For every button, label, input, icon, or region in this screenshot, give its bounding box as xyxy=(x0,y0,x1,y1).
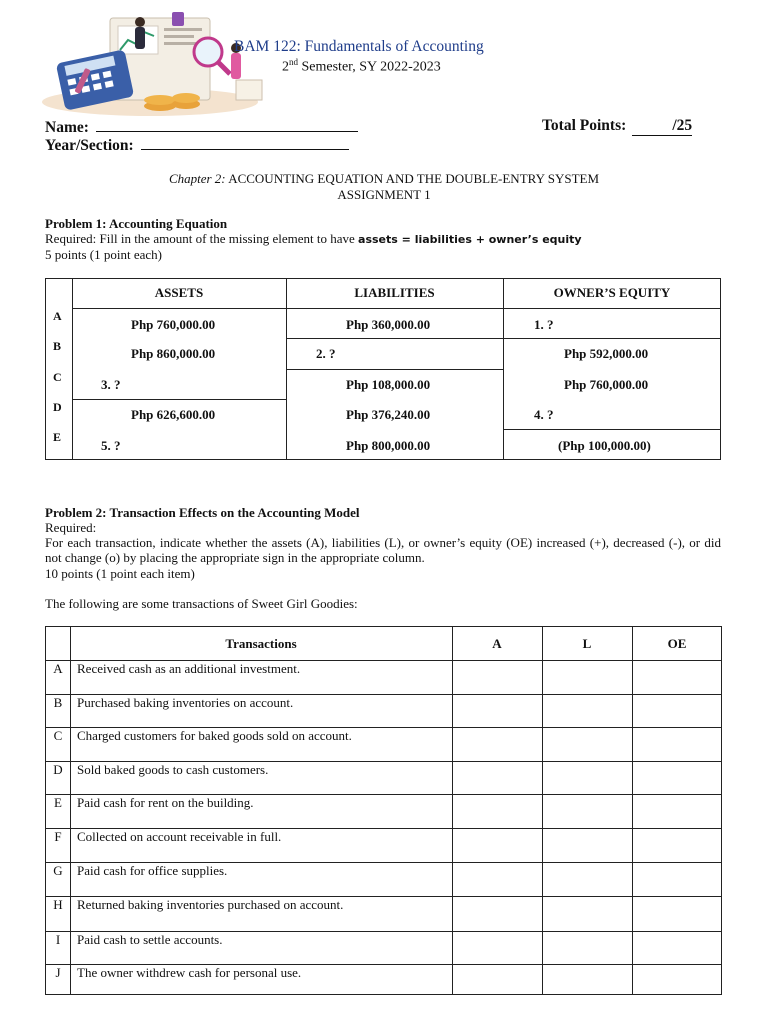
transaction-letter: B xyxy=(53,695,63,710)
course-title: BAM 122: Fundamentals of Accounting xyxy=(234,38,484,55)
transaction-text: Purchased baking inventories on account. xyxy=(77,695,294,710)
liabilities-header: LIABILITIES xyxy=(354,285,435,300)
problem1-points: 5 points (1 point each) xyxy=(45,247,162,262)
liabilities-effect-cell[interactable] xyxy=(543,661,631,694)
problem1-title: Problem 1: Accounting Equation xyxy=(45,216,228,231)
liabilities-effect-cell[interactable] xyxy=(543,728,631,761)
assets-effect-cell[interactable] xyxy=(453,762,541,794)
name-field xyxy=(45,117,358,137)
liabilities-effect-cell[interactable] xyxy=(543,897,631,931)
assets-effect-cell[interactable] xyxy=(453,897,541,931)
row-letter: E xyxy=(53,430,62,444)
total-points-blank[interactable]: /25 xyxy=(632,117,692,136)
liabilities-effect-cell[interactable] xyxy=(543,863,631,896)
assets-col-header: A xyxy=(492,636,502,651)
assets-value: Php 860,000.00 xyxy=(131,346,216,361)
row-letter: B xyxy=(53,339,62,353)
assets-effect-cell[interactable] xyxy=(453,863,541,896)
transaction-letter: C xyxy=(53,728,63,743)
transactions-table xyxy=(45,626,722,995)
equity-value: Php 592,000.00 xyxy=(564,346,649,361)
name-blank[interactable] xyxy=(96,117,358,132)
equity-effect-cell[interactable] xyxy=(633,695,721,727)
assets-effect-cell[interactable] xyxy=(453,795,541,828)
problem1-required: Required: Fill in the amount of the missing element to have assets = liabilities + owner’s equity xyxy=(45,231,582,246)
transaction-letter: I xyxy=(55,932,61,947)
transaction-letter: J xyxy=(55,965,61,980)
chapter-heading: Chapter 2: ACCOUNTING EQUATION AND THE DOUBLE-ENTRY SYSTEM ASSIGNMENT 1 xyxy=(168,171,600,202)
equity-effect-cell[interactable] xyxy=(633,661,721,694)
assets-effect-cell[interactable] xyxy=(453,932,541,964)
transaction-letter: D xyxy=(53,762,63,777)
assets-answer-blank[interactable]: 3. ? xyxy=(101,377,121,392)
equity-header: OWNER’S EQUITY xyxy=(553,285,671,300)
transaction-letter: A xyxy=(53,661,63,676)
assets-effect-cell[interactable] xyxy=(453,965,541,994)
equity-value: (Php 100,000.00) xyxy=(558,438,651,453)
assets-effect-cell[interactable] xyxy=(453,728,541,761)
liabilities-effect-cell[interactable] xyxy=(543,695,631,727)
liabilities-effect-cell[interactable] xyxy=(543,795,631,828)
liabilities-value: Php 376,240.00 xyxy=(346,407,431,422)
equity-effect-cell[interactable] xyxy=(633,795,721,828)
transaction-letter: F xyxy=(54,829,62,844)
equity-col-header: OE xyxy=(667,636,687,651)
problem2-title: Problem 2: Transaction Effects on the Accounting Model xyxy=(45,505,360,520)
section-label: Year/Section: xyxy=(45,137,134,154)
problem2-instructions: For each transaction, indicate whether the assets (A), liabilities (L), or owner’s equity (OE) increased (+), decreased (-), or did not change (o) by placing the appropriate sign in the appropriate column. xyxy=(45,535,721,565)
assets-value: Php 626,600.00 xyxy=(131,407,216,422)
transactions-header: Transactions xyxy=(225,636,297,651)
equity-effect-cell[interactable] xyxy=(633,829,721,862)
transaction-text: Sold baked goods to cash customers. xyxy=(77,762,269,777)
transaction-text: The owner withdrew cash for personal use. xyxy=(77,965,302,980)
liabilities-answer-blank[interactable]: 2. ? xyxy=(316,346,336,361)
equity-effect-cell[interactable] xyxy=(633,965,721,994)
equity-answer-blank[interactable]: 1. ? xyxy=(534,317,554,332)
liabilities-effect-cell[interactable] xyxy=(543,829,631,862)
liabilities-value: Php 360,000.00 xyxy=(346,317,431,332)
transaction-letter: G xyxy=(53,863,63,878)
liabilities-value: Php 800,000.00 xyxy=(346,438,431,453)
transaction-text: Received cash as an additional investment. xyxy=(77,661,301,676)
transaction-letter: E xyxy=(54,795,62,810)
equity-answer-blank[interactable]: 4. ? xyxy=(534,407,554,422)
assets-effect-cell[interactable] xyxy=(453,661,541,694)
row-letter: A xyxy=(53,309,62,323)
liabilities-effect-cell[interactable] xyxy=(543,762,631,794)
problem2-required: Required: xyxy=(45,520,97,535)
assets-value: Php 760,000.00 xyxy=(131,317,216,332)
name-label: Name: xyxy=(45,119,89,136)
row-letter: C xyxy=(53,370,62,384)
liabilities-effect-cell[interactable] xyxy=(543,965,631,994)
liabilities-col-header: L xyxy=(582,636,592,651)
equity-effect-cell[interactable] xyxy=(633,897,721,931)
equity-effect-cell[interactable] xyxy=(633,762,721,794)
assets-answer-blank[interactable]: 5. ? xyxy=(101,438,121,453)
assets-effect-cell[interactable] xyxy=(453,695,541,727)
equity-value: Php 760,000.00 xyxy=(564,377,649,392)
liabilities-value: Php 108,000.00 xyxy=(346,377,431,392)
liabilities-effect-cell[interactable] xyxy=(543,932,631,964)
equity-effect-cell[interactable] xyxy=(633,863,721,896)
section-field xyxy=(45,135,349,155)
transaction-letter: H xyxy=(53,897,63,912)
total-points xyxy=(542,117,692,136)
transaction-text: Paid cash to settle accounts. xyxy=(77,932,223,947)
row-letter: D xyxy=(53,400,62,414)
section-blank[interactable] xyxy=(141,135,349,150)
transaction-text: Paid cash for office supplies. xyxy=(77,863,228,878)
transaction-text: Charged customers for baked goods sold on account. xyxy=(77,728,352,743)
problem2-intro: The following are some transactions of Sweet Girl Goodies: xyxy=(45,596,358,611)
accounting-equation-table xyxy=(45,278,721,460)
transaction-text: Returned baking inventories purchased on account. xyxy=(77,897,344,912)
assets-header: ASSETS xyxy=(154,285,204,300)
problem2-points: 10 points (1 point each item) xyxy=(45,566,195,581)
total-points-label: Total Points: xyxy=(542,117,627,134)
transaction-text: Paid cash for rent on the building. xyxy=(77,795,254,810)
assets-effect-cell[interactable] xyxy=(453,829,541,862)
equity-effect-cell[interactable] xyxy=(633,932,721,964)
semester: 2nd Semester, SY 2022-2023 xyxy=(282,57,441,75)
accounting-illustration xyxy=(40,10,270,118)
equity-effect-cell[interactable] xyxy=(633,728,721,761)
transaction-text: Collected on account receivable in full. xyxy=(77,829,282,844)
